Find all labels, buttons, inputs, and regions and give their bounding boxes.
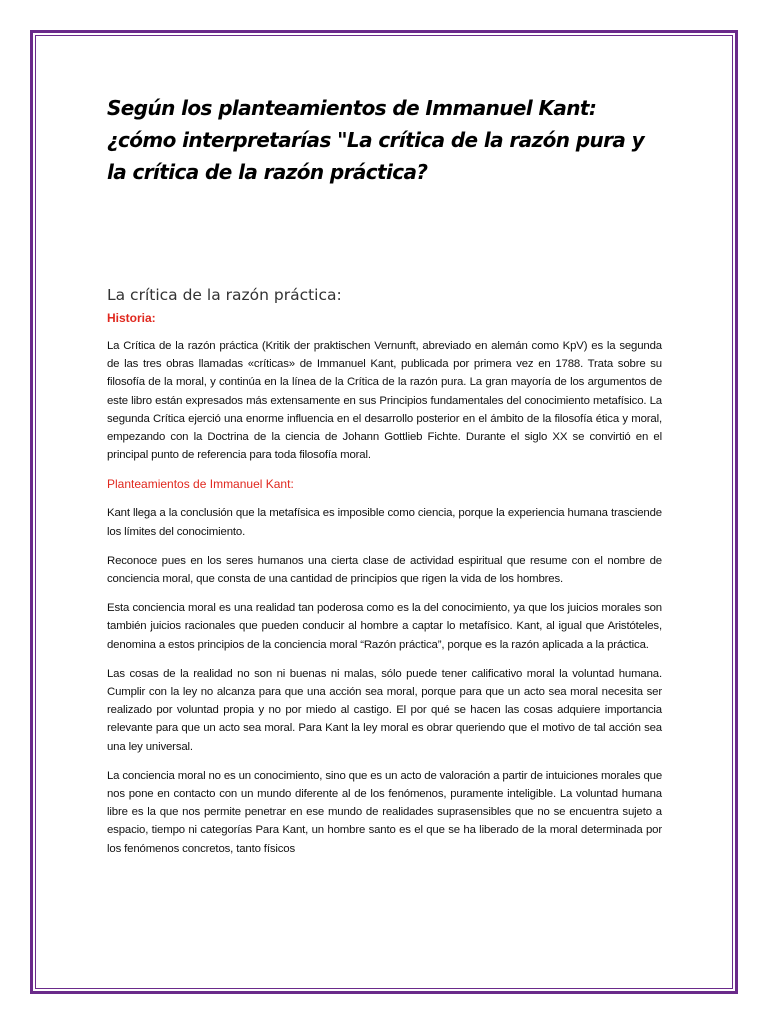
paragraph: Reconoce pues en los seres humanos una cierta clase de actividad espiritual que resume con el nombre de conciencia moral, que consta de una cantidad de principios que rigen la vida de los hombres.: [107, 554, 662, 586]
subheading-history: Historia:: [107, 311, 156, 325]
paragraph: La conciencia moral no es un conocimiento, sino que es un acto de valoración a partir de intuiciones morales que nos pone en contacto con un mundo diferente al de los fenómenos, puramente inteligible. La voluntad humana libre es la que nos permite penetrar en ese mundo de realidades suprasensibles que no se encuentra sujeto a espacio, tiempo ni categorías Para Kant, un hombre santo es el que se ha liberado de la moral determinada por los fenómenos concretos, tanto físicos: [107, 769, 662, 855]
history-paragraph: La Crítica de la razón práctica (Kritik der praktischen Vernunft, abreviado en alemán como KpV) es la segunda de las tres obras llamadas «críticas» de Immanuel Kant, publicada por primera vez en 1788. Trata sobre su filosofía de la moral, y continúa en la línea de la Crítica de la razón pura. La gran mayoría de los argumentos de este libro están expresados más extensamente en sus Principios fundamentales del conocimiento metafísico. La segunda Crítica ejerció una enorme influencia en el desarrollo posterior en el ámbito de la filosofía ética y moral, empezando con la Doctrina de la ciencia de Johann Gottlieb Fichte. Durante el siglo XX se convirtió en el principal punto de referencia para toda filosofía moral.: [107, 340, 662, 462]
paragraph: Kant llega a la conclusión que la metafísica es imposible como ciencia, porque la experiencia humana trasciende los límites del conocimiento.: [107, 507, 662, 538]
section-heading: La crítica de la razón práctica:: [107, 286, 342, 304]
paragraph: Las cosas de la realidad no son ni buenas ni malas, sólo puede tener calificativo moral la voluntad humana. Cumplir con la ley no alcanza para que una acción sea moral, porque para que un acto sea moral necesita ser realizado por voluntad propia y no por miedo al castigo. El por qué se hacen las cosas adquiere importancia relevante para que un acto sea moral. Para Kant la ley moral es obrar queriendo que el motivo de tal acción sea una ley universal.: [107, 667, 662, 753]
document-body: [107, 309, 662, 858]
document-title: Según los planteamientos de Immanuel Kant: ¿cómo interpretarías "La crítica de la razón pura y la crítica de la razón práctica?: [107, 96, 645, 184]
paragraph: Esta conciencia moral es una realidad tan poderosa como es la del conocimiento, ya que los juicios morales son también juicios racionales que pueden conducir al hombre a captar lo metafísico. Kant, al igual que Aristóteles, denomina a estos principios de la conciencia moral “Razón práctica”, porque es la razón aplicada a la práctica.: [107, 602, 662, 651]
subheading-planteamientos: Planteamientos de Immanuel Kant:: [107, 477, 294, 492]
